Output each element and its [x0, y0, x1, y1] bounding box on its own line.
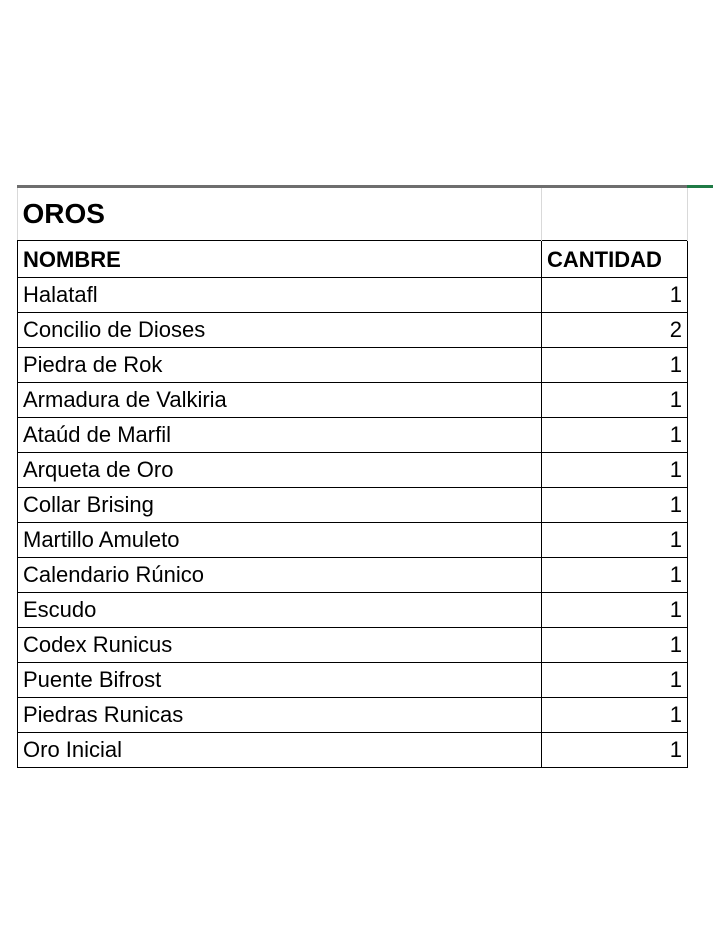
name-cell[interactable]: Halatafl: [18, 278, 542, 313]
name-cell[interactable]: Piedras Runicas: [18, 698, 542, 733]
oros-table: [17, 188, 688, 768]
table-row: [18, 523, 688, 558]
name-cell[interactable]: Collar Brising: [18, 488, 542, 523]
quantity-cell[interactable]: 1: [542, 593, 688, 628]
quantity-cell[interactable]: 1: [542, 663, 688, 698]
quantity-cell[interactable]: 1: [542, 558, 688, 593]
spreadsheet-area: [0, 185, 713, 763]
quantity-cell[interactable]: 1: [542, 523, 688, 558]
table-row: [18, 278, 688, 313]
table-row: [18, 313, 688, 348]
table-row: [18, 628, 688, 663]
table-title-cell[interactable]: OROS: [18, 188, 542, 241]
table-row: [18, 733, 688, 768]
name-cell[interactable]: Escudo: [18, 593, 542, 628]
quantity-cell[interactable]: 1: [542, 383, 688, 418]
quantity-cell[interactable]: 1: [542, 278, 688, 313]
name-cell[interactable]: Ataúd de Marfil: [18, 418, 542, 453]
quantity-cell[interactable]: 2: [542, 313, 688, 348]
header-name-cell[interactable]: NOMBRE: [18, 241, 542, 278]
table-row: [18, 593, 688, 628]
quantity-cell[interactable]: 1: [542, 698, 688, 733]
name-cell[interactable]: Concilio de Dioses: [18, 313, 542, 348]
name-cell[interactable]: Calendario Rúnico: [18, 558, 542, 593]
empty-cell[interactable]: [542, 188, 688, 241]
table-row: [18, 383, 688, 418]
table-row: [18, 488, 688, 523]
table-row: [18, 418, 688, 453]
quantity-cell[interactable]: 1: [542, 733, 688, 768]
name-cell[interactable]: Puente Bifrost: [18, 663, 542, 698]
name-cell[interactable]: Codex Runicus: [18, 628, 542, 663]
table-row: [18, 663, 688, 698]
quantity-cell[interactable]: 1: [542, 418, 688, 453]
quantity-cell[interactable]: 1: [542, 488, 688, 523]
table-row: [18, 558, 688, 593]
quantity-cell[interactable]: 1: [542, 453, 688, 488]
quantity-cell[interactable]: 1: [542, 628, 688, 663]
name-cell[interactable]: Piedra de Rok: [18, 348, 542, 383]
selection-indicator: [687, 185, 713, 188]
header-row: [18, 241, 688, 278]
table-row: [18, 348, 688, 383]
name-cell[interactable]: Arqueta de Oro: [18, 453, 542, 488]
header-quantity-cell[interactable]: CANTIDAD: [542, 241, 688, 278]
name-cell[interactable]: Armadura de Valkiria: [18, 383, 542, 418]
table-row: [18, 453, 688, 488]
table-row: [18, 698, 688, 733]
quantity-cell[interactable]: 1: [542, 348, 688, 383]
name-cell[interactable]: Oro Inicial: [18, 733, 542, 768]
name-cell[interactable]: Martillo Amuleto: [18, 523, 542, 558]
title-row: [18, 188, 688, 241]
